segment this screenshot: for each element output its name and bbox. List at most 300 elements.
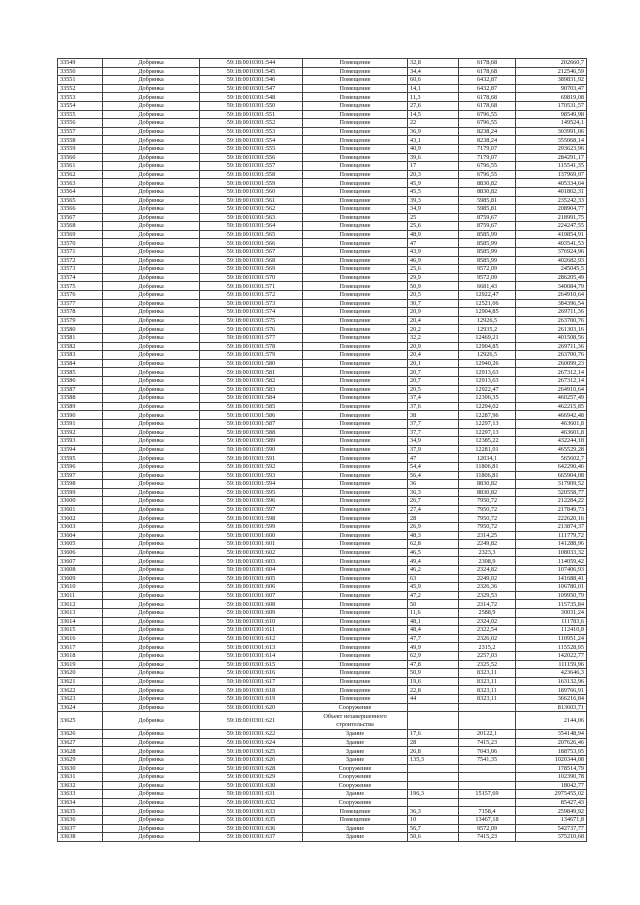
object-type-cell: Помещение [303,411,408,420]
cadastral-value-cell: 235242,33 [516,196,587,205]
locality-cell: Добрянка [103,101,200,110]
area-cell: 29,9 [408,273,459,282]
cadastral-number-cell: 59:18:0010301:618 [200,686,303,695]
cadastral-value-cell: 115735,84 [516,600,587,609]
cadastral-value-cell: 218991,75 [516,213,587,222]
object-type-cell: Помещение [303,591,408,600]
row-number-cell: 33618 [58,651,103,660]
rate-cell: 7415,23 [459,833,516,842]
object-type-cell: Помещение [303,239,408,248]
area-cell: 28 [408,514,459,523]
cadastral-value-cell: 542737,77 [516,824,587,833]
row-number-cell: 33625 [58,712,103,730]
cadastral-value-cell: 261303,16 [516,325,587,334]
cadastral-value-cell: 111159,96 [516,660,587,669]
object-type-cell: Помещение [303,273,408,282]
cadastral-number-cell: 59:18:0010301:633 [200,807,303,816]
row-number-cell: 33598 [58,480,103,489]
cadastral-value-cell: 463601,8 [516,428,587,437]
rate-cell: 12297,13 [459,428,516,437]
rate-cell [459,798,516,807]
locality-cell: Добрянка [103,807,200,816]
area-cell: 34,9 [408,437,459,446]
cadastral-value-cell: 114059,42 [516,557,587,566]
locality-cell: Добрянка [103,488,200,497]
object-type-cell: Помещение [303,402,408,411]
rate-cell: 8830,82 [459,179,516,188]
area-cell: 20,7 [408,376,459,385]
locality-cell: Добрянка [103,677,200,686]
cadastral-value-cell: 112410,8 [516,626,587,635]
table-row [58,334,587,343]
row-number-cell: 33556 [58,119,103,128]
locality-cell: Добрянка [103,703,200,712]
row-number-cell: 33566 [58,205,103,214]
row-number-cell: 33632 [58,781,103,790]
cadastral-number-cell: 59:18:0010301:556 [200,153,303,162]
rate-cell: 8585,99 [459,230,516,239]
locality-cell: Добрянка [103,462,200,471]
table-row [58,265,587,274]
cadastral-number-cell: 59:18:0010301:621 [200,712,303,730]
table-row [58,523,587,532]
object-type-cell: Помещение [303,136,408,145]
cadastral-number-cell: 59:18:0010301:557 [200,162,303,171]
rate-cell: 12521,06 [459,299,516,308]
rate-cell: 8323,11 [459,669,516,678]
cadastral-number-cell: 59:18:0010301:601 [200,540,303,549]
area-cell: 37,9 [408,445,459,454]
locality-cell: Добрянка [103,634,200,643]
cadastral-number-cell: 59:18:0010301:561 [200,196,303,205]
object-type-cell: Помещение [303,437,408,446]
table-row [58,738,587,747]
area-cell: 47,8 [408,660,459,669]
object-type-cell: Помещение [303,419,408,428]
cadastral-number-cell: 59:18:0010301:590 [200,445,303,454]
cadastral-number-cell: 59:18:0010301:624 [200,738,303,747]
rate-cell: 8238,24 [459,136,516,145]
cadastral-value-cell: 141288,96 [516,540,587,549]
rate-cell: 8759,67 [459,213,516,222]
locality-cell: Добрянка [103,170,200,179]
object-type-cell: Помещение [303,256,408,265]
cadastral-value-cell: 18042,77 [516,781,587,790]
cadastral-value-cell: 376924,96 [516,248,587,257]
cadastral-number-cell: 59:18:0010301:602 [200,548,303,557]
cadastral-number-cell: 59:18:0010301:617 [200,677,303,686]
rate-cell: 2315,2 [459,643,516,652]
area-cell: 20,1 [408,359,459,368]
row-number-cell: 33626 [58,730,103,739]
area-cell [408,703,459,712]
area-cell: 37,4 [408,394,459,403]
area-cell: 11,6 [408,609,459,618]
cadastral-number-cell: 59:18:0010301:608 [200,600,303,609]
rate-cell [459,781,516,790]
cadastral-value-cell: 460257,49 [516,394,587,403]
area-cell: 37,6 [408,402,459,411]
area-cell: 63 [408,574,459,583]
object-type-cell: Помещение [303,76,408,85]
rate-cell: 12926,5 [459,351,516,360]
locality-cell: Добрянка [103,144,200,153]
row-number-cell: 33627 [58,738,103,747]
cadastral-number-cell: 59:18:0010301:599 [200,523,303,532]
area-cell: 46,9 [408,256,459,265]
table-row [58,110,587,119]
table-row [58,643,587,652]
locality-cell: Добрянка [103,824,200,833]
table-row [58,213,587,222]
locality-cell: Добрянка [103,205,200,214]
row-number-cell: 33585 [58,368,103,377]
cadastral-number-cell: 59:18:0010301:546 [200,76,303,85]
rate-cell: 8830,82 [459,187,516,196]
row-number-cell: 33575 [58,282,103,291]
locality-cell: Добрянка [103,738,200,747]
cadastral-value-cell: 269711,36 [516,342,587,351]
rate-cell: 12281,01 [459,445,516,454]
row-number-cell: 33565 [58,196,103,205]
row-number-cell: 33607 [58,557,103,566]
rate-cell: 6796,55 [459,119,516,128]
cadastral-number-cell: 59:18:0010301:553 [200,127,303,136]
cadastral-number-cell: 59:18:0010301:604 [200,566,303,575]
locality-cell: Добрянка [103,316,200,325]
cadastral-number-cell: 59:18:0010301:584 [200,394,303,403]
cadastral-value-cell: 465529,28 [516,445,587,454]
row-number-cell: 33616 [58,634,103,643]
table-row [58,119,587,128]
rate-cell: 2257,03 [459,651,516,660]
table-row [58,566,587,575]
locality-cell: Добрянка [103,213,200,222]
rate-cell: 6178,68 [459,67,516,76]
object-type-cell: Помещение [303,162,408,171]
table-row [58,411,587,420]
cadastral-number-cell: 59:18:0010301:570 [200,273,303,282]
area-cell: 20,3 [408,170,459,179]
row-number-cell: 33602 [58,514,103,523]
rate-cell: 2249,02 [459,574,516,583]
rate-cell: 7950,72 [459,505,516,514]
row-number-cell: 33550 [58,67,103,76]
rate-cell: 8585,99 [459,256,516,265]
row-number-cell: 33553 [58,93,103,102]
area-cell: 14,1 [408,84,459,93]
area-cell: 20,5 [408,385,459,394]
cadastral-value-cell: 354148,94 [516,730,587,739]
object-type-cell: Помещение [303,299,408,308]
table-row [58,222,587,231]
locality-cell: Добрянка [103,419,200,428]
locality-cell: Добрянка [103,755,200,764]
cadastral-number-cell: 59:18:0010301:587 [200,419,303,428]
object-type-cell: Помещение [303,144,408,153]
rate-cell: 12297,13 [459,419,516,428]
table-row [58,790,587,799]
rate-cell: 6681,43 [459,282,516,291]
table-row [58,712,587,730]
table-row [58,531,587,540]
object-type-cell: Помещение [303,634,408,643]
object-type-cell: Помещение [303,316,408,325]
locality-cell: Добрянка [103,239,200,248]
table-row [58,471,587,480]
table-row [58,540,587,549]
locality-cell: Добрянка [103,325,200,334]
locality-cell: Добрянка [103,781,200,790]
object-type-cell: Помещение [303,248,408,257]
locality-cell: Добрянка [103,764,200,773]
row-number-cell: 33630 [58,764,103,773]
object-type-cell: Помещение [303,325,408,334]
locality-cell: Добрянка [103,454,200,463]
area-cell: 27,4 [408,505,459,514]
cadastral-value-cell: 98549,98 [516,110,587,119]
rate-cell: 2308,9 [459,557,516,566]
cadastral-value-cell: 340084,79 [516,282,587,291]
locality-cell: Добрянка [103,566,200,575]
cadastral-number-cell: 59:18:0010301:575 [200,316,303,325]
table-row [58,764,587,773]
object-type-cell: Помещение [303,497,408,506]
row-number-cell: 33579 [58,316,103,325]
table-row [58,205,587,214]
table-row [58,816,587,825]
rate-cell: 6796,55 [459,110,516,119]
rate-cell: 6432,87 [459,84,516,93]
row-number-cell: 33593 [58,437,103,446]
locality-cell: Добрянка [103,523,200,532]
cadastral-value-cell: 212284,22 [516,497,587,506]
cadastral-number-cell: 59:18:0010301:597 [200,505,303,514]
locality-cell: Добрянка [103,833,200,842]
cadastral-value-cell: 665904,08 [516,471,587,480]
area-cell: 20,7 [408,368,459,377]
locality-cell: Добрянка [103,816,200,825]
rate-cell: 2325,52 [459,660,516,669]
table-row [58,394,587,403]
cadastral-value-cell: 2144,06 [516,712,587,730]
locality-cell: Добрянка [103,730,200,739]
object-type-cell: Помещение [303,505,408,514]
cadastral-value-cell: 115541,35 [516,162,587,171]
object-type-cell: Помещение [303,119,408,128]
cadastral-number-cell: 59:18:0010301:630 [200,781,303,790]
locality-cell: Добрянка [103,179,200,188]
row-number-cell: 33636 [58,816,103,825]
rate-cell [459,773,516,782]
cadastral-number-cell: 59:18:0010301:606 [200,583,303,592]
object-type-cell: Помещение [303,93,408,102]
rate-cell [459,764,516,773]
table-row [58,497,587,506]
cadastral-value-cell: 466942,48 [516,411,587,420]
area-cell: 56,7 [408,824,459,833]
cadastral-value-cell: 212546,59 [516,67,587,76]
area-cell: 45,9 [408,583,459,592]
row-number-cell: 33609 [58,574,103,583]
locality-cell: Добрянка [103,660,200,669]
table-row [58,162,587,171]
cadastral-value-cell: 293623,96 [516,144,587,153]
object-type-cell: Здание [303,824,408,833]
rate-cell: 7179,07 [459,153,516,162]
object-type-cell: Помещение [303,153,408,162]
row-number-cell: 33611 [58,591,103,600]
table-row [58,273,587,282]
table-row [58,179,587,188]
locality-cell: Добрянка [103,196,200,205]
area-cell: 36,3 [408,488,459,497]
cadastral-value-cell: 245045,5 [516,265,587,274]
object-type-cell: Здание [303,790,408,799]
cadastral-value-cell: 405334,64 [516,179,587,188]
cadastral-number-cell: 59:18:0010301:607 [200,591,303,600]
area-cell: 39,6 [408,153,459,162]
area-cell: 47,7 [408,634,459,643]
cadastral-number-cell: 59:18:0010301:596 [200,497,303,506]
cadastral-number-cell: 59:18:0010301:560 [200,187,303,196]
rate-cell: 12904,85 [459,342,516,351]
row-number-cell: 33620 [58,669,103,678]
cadastral-value-cell: 30031,24 [516,609,587,618]
locality-cell: Добрянка [103,308,200,317]
table-row [58,677,587,686]
rate-cell: 9572,09 [459,273,516,282]
table-row [58,557,587,566]
row-number-cell: 33635 [58,807,103,816]
rate-cell: 8323,11 [459,694,516,703]
cadastral-number-cell: 59:18:0010301:559 [200,179,303,188]
area-cell: 22,8 [408,686,459,695]
rate-cell: 12922,47 [459,291,516,300]
cadastral-number-cell: 59:18:0010301:558 [200,170,303,179]
locality-cell: Добрянка [103,334,200,343]
rate-cell [459,703,516,712]
row-number-cell: 33619 [58,660,103,669]
rate-cell: 20122,1 [459,730,516,739]
cadastral-value-cell: 222620,16 [516,514,587,523]
object-type-cell: Помещение [303,359,408,368]
table-row [58,136,587,145]
locality-cell: Добрянка [103,136,200,145]
cadastral-value-cell: 642290,46 [516,462,587,471]
row-number-cell: 33612 [58,600,103,609]
cadastral-number-cell: 59:18:0010301:615 [200,660,303,669]
cadastral-value-cell: 284291,17 [516,153,587,162]
area-cell: 50,6 [408,833,459,842]
cadastral-number-cell: 59:18:0010301:571 [200,282,303,291]
cadastral-value-cell: 264910,64 [516,385,587,394]
cadastral-value-cell: 149524,1 [516,119,587,128]
table-row [58,445,587,454]
row-number-cell: 33634 [58,798,103,807]
object-type-cell: Помещение [303,523,408,532]
row-number-cell: 33592 [58,428,103,437]
object-type-cell: Помещение [303,101,408,110]
object-type-cell: Помещение [303,531,408,540]
rate-cell: 7950,72 [459,497,516,506]
rate-cell: 7950,72 [459,514,516,523]
table-row [58,634,587,643]
object-type-cell: Помещение [303,626,408,635]
object-type-cell: Помещение [303,110,408,119]
table-row [58,514,587,523]
table-row [58,669,587,678]
rate-cell: 12385,22 [459,437,516,446]
cadastral-number-cell: 59:18:0010301:619 [200,694,303,703]
cadastral-value-cell: 389831,92 [516,76,587,85]
row-number-cell: 33623 [58,694,103,703]
cadastral-value-cell: 163132,96 [516,677,587,686]
rate-cell: 12922,47 [459,385,516,394]
cadastral-value-cell: 355068,14 [516,136,587,145]
object-type-cell: Помещение [303,342,408,351]
object-type-cell: Помещение [303,334,408,343]
object-type-cell: Здание [303,738,408,747]
cadastral-number-cell: 59:18:0010301:594 [200,480,303,489]
area-cell: 56,4 [408,471,459,480]
locality-cell: Добрянка [103,351,200,360]
object-type-cell: Помещение [303,471,408,480]
cadastral-value-cell: 432244,18 [516,437,587,446]
cadastral-value-cell: 264910,64 [516,291,587,300]
cadastral-value-cell: 108033,32 [516,548,587,557]
row-number-cell: 33610 [58,583,103,592]
table-row [58,694,587,703]
object-type-cell: Помещение [303,59,408,68]
row-number-cell: 33621 [58,677,103,686]
row-number-cell: 33574 [58,273,103,282]
table-row [58,93,587,102]
object-type-cell: Помещение [303,617,408,626]
object-type-cell: Помещение [303,643,408,652]
object-type-cell: Помещение [303,669,408,678]
object-type-cell: Помещение [303,213,408,222]
area-cell: 40,9 [408,144,459,153]
locality-cell: Добрянка [103,505,200,514]
cadastral-value-cell: 1020344,08 [516,755,587,764]
rate-cell: 11806,81 [459,462,516,471]
cadastral-number-cell: 59:18:0010301:622 [200,730,303,739]
area-cell: 43,1 [408,136,459,145]
area-cell: 25,6 [408,222,459,231]
table-row [58,428,587,437]
locality-cell: Добрянка [103,291,200,300]
locality-cell: Добрянка [103,248,200,257]
table-row [58,660,587,669]
cadastral-value-cell: 141688,41 [516,574,587,583]
cadastral-number-cell: 59:18:0010301:616 [200,669,303,678]
row-number-cell: 33589 [58,402,103,411]
area-cell: 45,9 [408,179,459,188]
area-cell [408,798,459,807]
cadastral-value-cell: 189766,91 [516,686,587,695]
cadastral-value-cell: 2975455,02 [516,790,587,799]
table-row [58,385,587,394]
table-row [58,127,587,136]
cadastral-value-cell: 110951,24 [516,634,587,643]
row-number-cell: 33555 [58,110,103,119]
rate-cell: 12034,1 [459,454,516,463]
row-number-cell: 33631 [58,773,103,782]
area-cell: 22 [408,119,459,128]
table-row [58,574,587,583]
cadastral-number-cell: 59:18:0010301:626 [200,755,303,764]
